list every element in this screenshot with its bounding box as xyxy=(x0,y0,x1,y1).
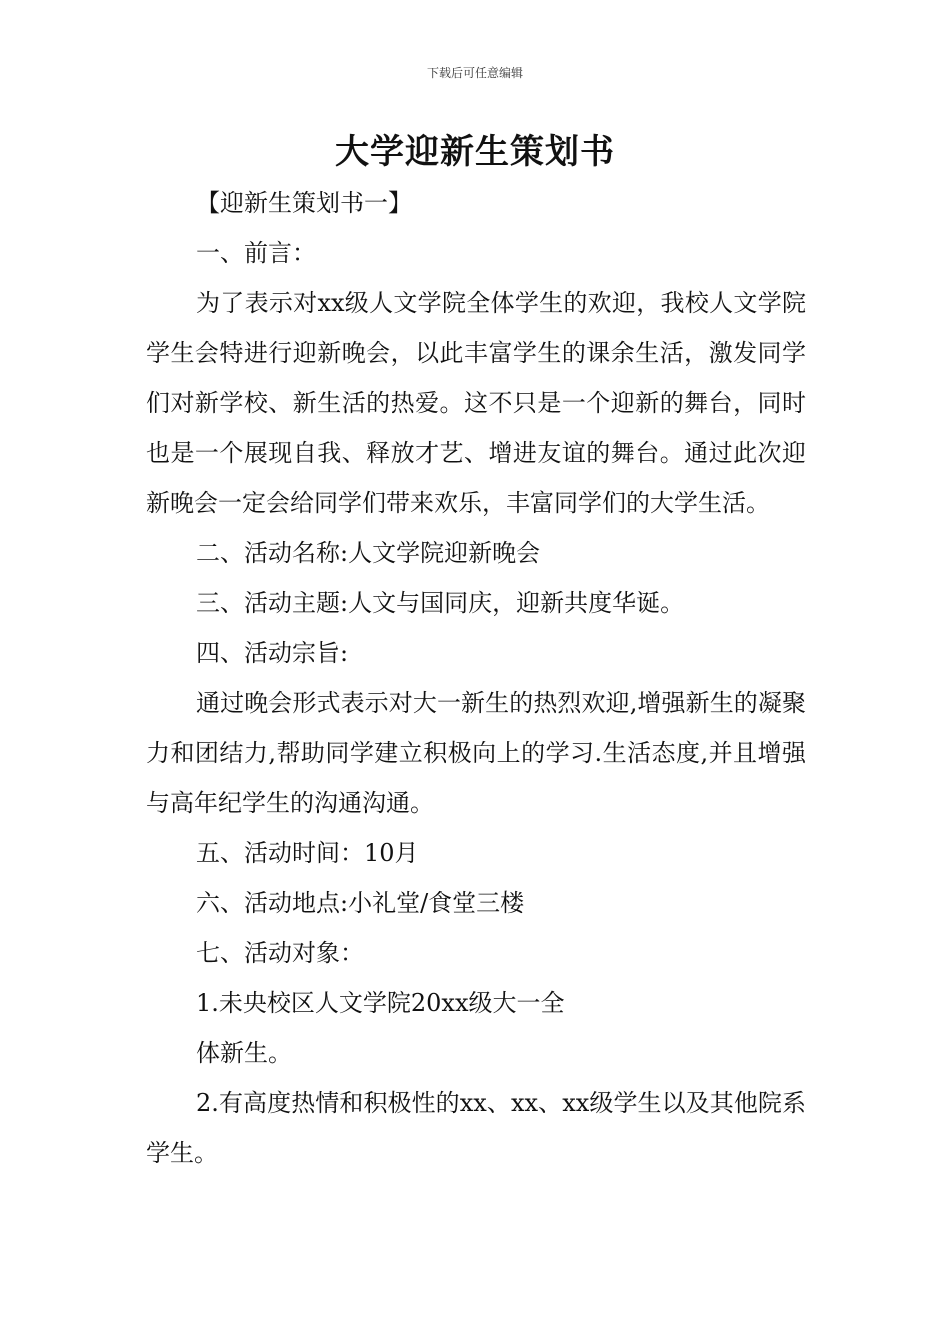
activity-purpose-heading: 四、活动宗旨: xyxy=(196,639,349,667)
activity-name: 二、活动名称:人文学院迎新晚会 xyxy=(196,539,541,567)
header-note: 下载后可任意编辑 xyxy=(426,66,523,80)
target-item-2: 2.有高度热情和积极性的xx、xx、xx级学生以及其他院系学生。 xyxy=(146,1089,806,1167)
target-item-1-line-2: 体新生。 xyxy=(196,1039,292,1067)
target-item-1-line-1: 1.未央校区人文学院20xx级大一全 xyxy=(196,989,565,1017)
activity-target-heading: 七、活动对象： xyxy=(196,939,364,967)
activity-theme: 三、活动主题:人文与国同庆，迎新共度华诞。 xyxy=(196,589,685,617)
activity-time: 五、活动时间：10月 xyxy=(196,839,419,867)
activity-location: 六、活动地点:小礼堂/食堂三楼 xyxy=(196,889,525,917)
preface-heading: 一、前言： xyxy=(196,239,316,267)
document-body xyxy=(146,178,806,1178)
preface-paragraph: 为了表示对xx级人文学院全体学生的欢迎，我校人文学院学生会特进行迎新晚会，以此丰富学生的课余生活，激发同学们对新学校、新生活的热爱。这不只是一个迎新的舞台，同时也是一个展现自我、释放才艺、增进友谊的舞台。通过此次迎新晚会一定会给同学们带来欢乐，丰富同学们的大学生活。 xyxy=(146,289,806,517)
section-heading: 【迎新生策划书一】 xyxy=(196,189,412,217)
activity-purpose-paragraph: 通过晚会形式表示对大一新生的热烈欢迎,增强新生的凝聚力和团结力,帮助同学建立积极向上的学习.生活态度,并且增强与高年纪学生的沟通沟通。 xyxy=(146,689,806,817)
document-title: 大学迎新生策划书 xyxy=(335,132,615,172)
